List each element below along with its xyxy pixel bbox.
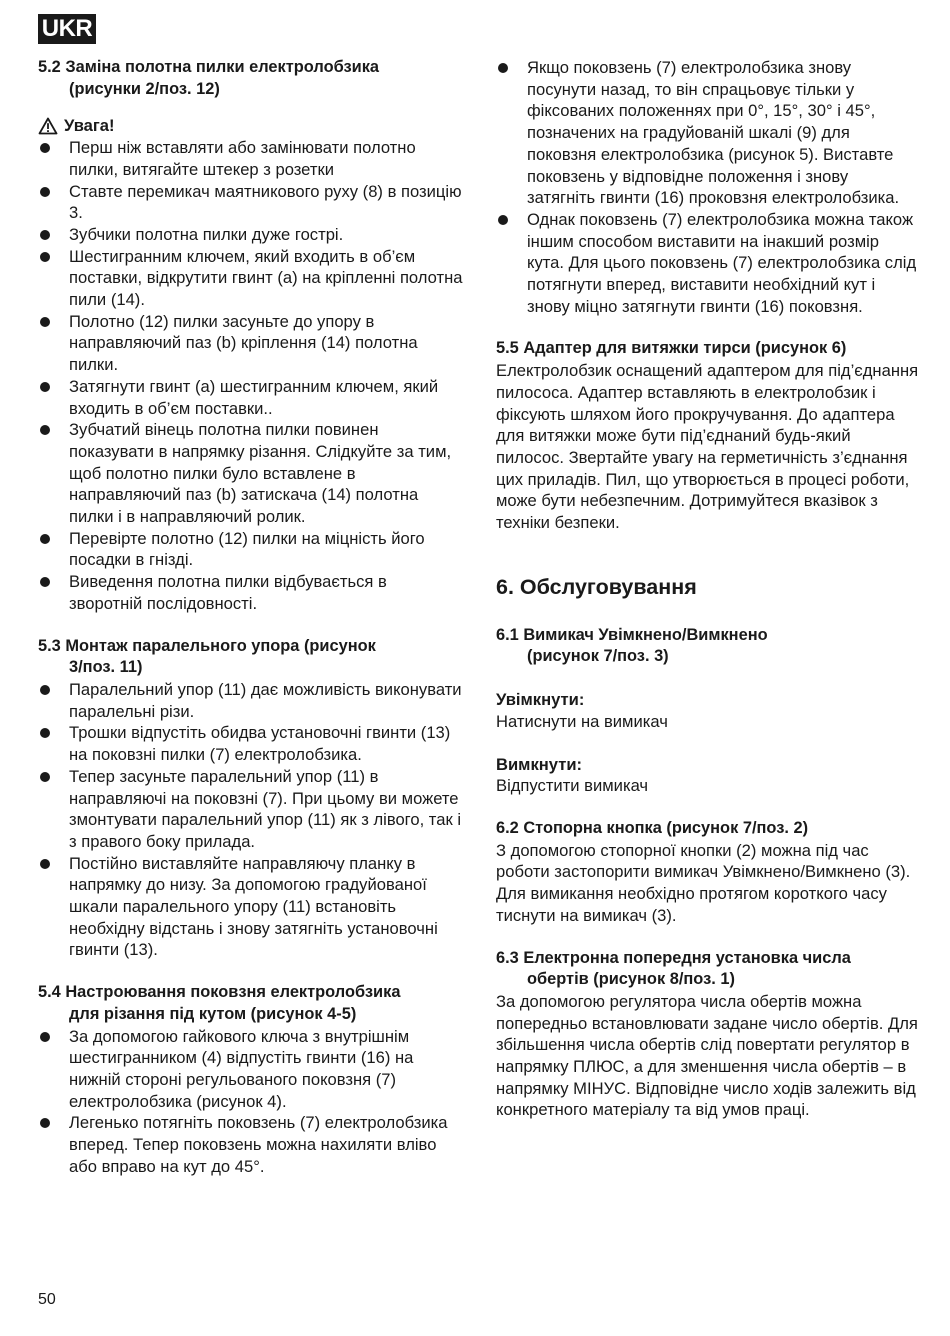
list-item: Затягнути гвинт (а) шестигранним ключем, який входить в об’єм поставки.. [38,376,464,419]
section-6-2-text: З допомогою стопорної кнопки (2) можна під час роботи застопорити вимикач Увімкнено/Вимкнено (3). Для вимикання необхідно протягом короткого часу тиснути на вимикач (3). [496,840,911,925]
section-5-5-text: Електролобзик оснащений адаптером для під’єднання пилососа. Адаптер вставляють в електролобзик і фіксують шляхом його прокручування. До адаптера для витяжки може бути під’єднаний будь-який пилосос. Звертайте увагу на герметичність з’єднання цих приладів. Пил, що утворюється в процесі роботи, може бути небезпечним. Дотримуйтеся вказівок з техніки безпеки. [496,361,919,533]
switch-off-label: Вимкнути: [496,754,583,774]
switch-on-text: Натиснути на вимикач [496,711,668,731]
list-item: Однак поковзень (7) електролобзика можна також іншим способом виставити на інакший розмір кута. Для цього поковзень (7) електролобзика слід потягнути вперед, виставити необхідний кут і знову міцно затягнути гвинти (16) поковзня. [496,209,920,318]
warning-triangle-icon [38,117,58,135]
list-item: Полотно (12) пилки засуньте до упору в направляючий паз (b) кріплення (14) полотна пилки. [38,311,464,376]
right-column [496,57,920,1121]
section-5-5-heading: 5.5 Адаптер для витяжки тирси (рисунок 6) [496,339,847,358]
list-item: Тепер засуньте паралельний упор (11) в направляючі на поковзні (7). При цьому ви можете змонтувати паралельний упор (11) як з лівого, так і з правого боку прилада. [38,766,464,853]
section-5-4-heading: 5.4 Настроювання поковзня електролобзика для різання під кутом (рисунок 4-5) [38,983,401,1023]
warning-heading: Увага! [38,115,464,137]
list-item: Легенько потягніть поковзень (7) електролобзика вперед. Тепер поковзень можна нахиляти вліво або вправо на кут до 45°. [38,1112,464,1177]
section-5-2-heading: 5.2 Заміна полотна пилки електролобзика (рисунки 2/поз. 12) [38,58,380,98]
section-6-3-heading: 6.3 Електронна попередня установка числа обертів (рисунок 8/поз. 1) [496,948,851,989]
list-item: Виведення полотна пилки відбувається в зворотній послідовності. [38,571,464,614]
list-item: Якщо поковзень (7) електролобзика знову посунути назад, то він спрацьовує тільки у фіксованих положеннях при 0°, 15°, 30° і 45°, позначених на градуйованій шкалі (9) для поковзня електролобзика (рисунок 5). Виставте поковзень у відповідне положення і знову затягніть гвинти (16) проковзня електролобзика. [496,57,920,209]
section-6-1-heading: 6.1 Вимикач Увімкнено/Вимкнено (рисунок 7/поз. 3) [496,625,768,666]
list-item: Зубчики полотна пилки дуже гострі. [38,224,464,246]
chapter-6-heading: 6. Обслуговування [496,574,697,599]
section-6-3-text: За допомогою регулятора числа обертів можна попередньо встановлювати задане число обертів. Для збільшення числа обертів слід повертати регулятор в напрямку ПЛЮС, а для зменшення числа обертів – в напрямку МІНУС. Відповідне число ходів залежить від конкретного матеріалу та від умов праці. [496,991,918,1120]
section-5-4-continued-list [496,57,920,317]
list-item: Зубчатий вінець полотна пилки повинен показувати в напрямку різання. Слідкуйте за тим, щоб полотно пилки було вставлене в направляючий паз (b) затискача (14) полотна пилки і в направляючий ролик. [38,419,464,528]
list-item: Трошки відпустіть обидва установочні гвинти (13) на поковзні пилки (7) електролобзика. [38,722,464,765]
section-5-3-list [38,679,464,961]
list-item: Постійно виставляйте направляючу планку в напрямку до низу. За допомогою градуйованої шкали паралельного упору (11) встановіть необхідну відстань і знову затягніть установочні гвинти (13). [38,853,464,962]
list-item: Паралельний упор (11) дає можливість виконувати паралельні різи. [38,679,464,722]
language-badge: UKR [38,14,96,44]
switch-on-label: Увімкнути: [496,690,585,710]
list-item: За допомогою гайкового ключа з внутрішнім шестигранником (4) відпустіть гвинти (16) на нижній стороні регульованого поковзня (7) електролобзика (рисунок 4). [38,1026,464,1113]
section-5-3-heading: 5.3 Монтаж паралельного упора (рисунок 3/поз. 11) [38,636,376,677]
list-item: Перевірте полотно (12) пилки на міцність його посадки в гнізді. [38,528,464,571]
page-number: 50 [38,1291,56,1308]
section-5-4-list [38,1026,464,1178]
section-6-2-heading: 6.2 Стопорна кнопка (рисунок 7/поз. 2) [496,818,809,837]
list-item: Ставте перемикач маятникового руху (8) в позицію 3. [38,181,464,224]
list-item: Перш ніж вставляти або замінювати полотно пилки, витягайте штекер з розетки [38,137,464,180]
switch-off-text: Відпустити вимикач [496,776,649,796]
list-item: Шестигранним ключем, який входить в об’єм поставки, відкрутити гвинт (а) на кріпленні полотна пили (14). [38,246,464,311]
left-column [38,57,464,1177]
section-5-2-list [38,137,464,614]
